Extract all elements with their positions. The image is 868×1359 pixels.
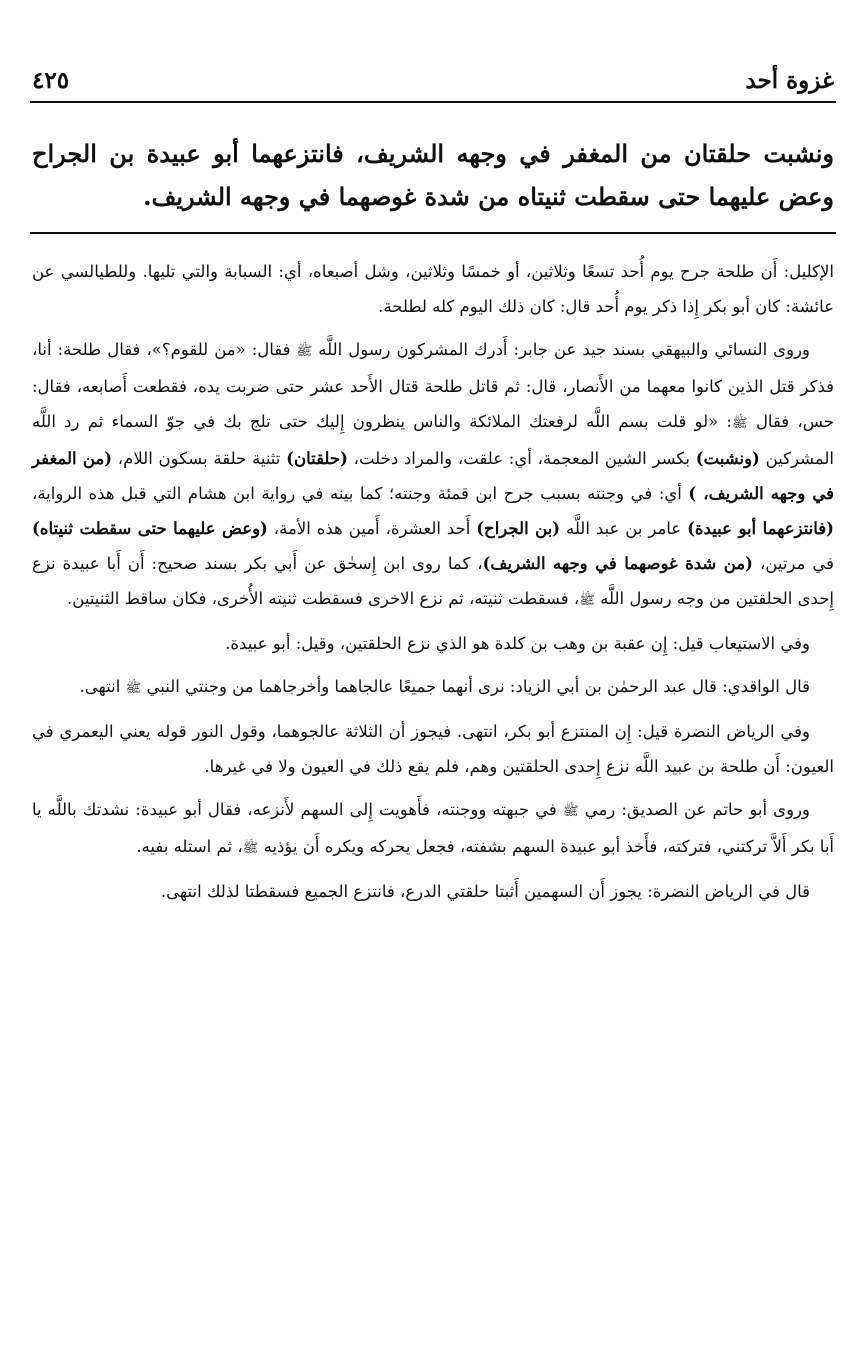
salawat-glyph: ﷺ xyxy=(125,681,142,696)
text-run: أي: في وجنته بسبب جرح ابن قمئة وجنته؛ كما بينه في رواية ابن هشام التي قبل هذه الرواية، xyxy=(32,484,689,503)
text-run: عامر بن عبد اللَّه xyxy=(560,519,688,538)
commentary-paragraph-2 xyxy=(32,332,834,618)
header-rule xyxy=(30,101,836,103)
salawat-glyph: ﷺ xyxy=(296,344,313,359)
page-number: ٤٢٥ xyxy=(32,67,70,94)
text-run: في مرتين، xyxy=(752,554,835,573)
commentary-paragraph-5: وفي الرياض النضرة قيل: إِن المنتزع أبو بكر، انتهى. فيجوز أن الثلاثة عالجوهما، وقول النور قوله يعني اليعمري في العيون: أَن طلحة بن عبيد اللَّه نزع إِحدى الحلقتين وهم، فلم يقع ذلك في العيون ولا في غيرها. xyxy=(32,722,834,776)
commentary-paragraph-4 xyxy=(32,669,834,706)
text-run: وروى أبو حاتم عن الصديق: رمي xyxy=(578,800,810,819)
commentary-paragraph-7: قال في الرياض النضرة: يجوز أَن السهمين أَثبتا حلقتي الدرع، فانتزع الجميع فسقطتا لذلك انتهى. xyxy=(160,882,810,901)
text-run: ، ثم استله بفيه. xyxy=(136,837,243,856)
text-run: انتهى. xyxy=(79,677,126,696)
salawat-glyph: ﷺ xyxy=(732,416,748,431)
commentary-paragraph-1: الإكليل: أَن طلحة جرح يوم أُحد تسعًا وثلاثين، أو خمسًا وثلاثين، وشل أصبعاه، أي: السبابة والتي تليها. وللطيالسي عن عائشة: كان أبو بكر إِذا ذكر يوم أُحد قال: كان ذلك اليوم كله لطلحة. xyxy=(32,262,834,316)
text-run: قال الواقدي: قال عبد الرحمٰن بن أبي الزياد: نرى أنهما جميعًا عالجاهما وأخرجاهما من وجنتي النبي xyxy=(141,677,810,696)
salawat-glyph: ﷺ xyxy=(562,804,579,819)
commentary-paragraph-6 xyxy=(32,792,834,866)
text-run: في جبهته ووجنته، فأَهويت إِلى السهم لأَنزعه، فقال أبو عبيدة: نشدتك باللَّه يا أَبا بكر أَلاَّ تركتني، فتركته، فأَخذ أبو عبيدة السهم بشفته، فجعل يحركه ويكره أَن يؤذيه xyxy=(32,800,834,856)
text-run: بكسر الشين المعجمة، أي: علقت، والمراد دخلت، xyxy=(347,449,696,468)
matn-paragraph: ونشبت حلقتان من المغفر في وجهه الشريف، فانتزعهما أبو عبيدة بن الجراح وعض عليهما حتى سقطت ثنيتاه من شدة غوصهما في وجهه الشريف. xyxy=(32,139,834,211)
text-run: أَحد العشرة، أَمين هذه الأمة، xyxy=(267,519,477,538)
quoted-matn-phrase: (من المغفر في وجهه الشريف، ) xyxy=(32,449,835,503)
text-run: وروى النسائي والبيهقي بسند جيد عن جابر: أَدرك المشركون رسول اللَّه xyxy=(312,340,810,359)
quoted-matn-phrase: (من شدة غوصهما في وجهه الشريف) xyxy=(482,554,753,573)
quoted-matn-phrase: (وعض عليهما حتى سقطت ثنيتاه) xyxy=(32,519,268,538)
text-run: ، فسقطت ثنيته، ثم نزع الاخرى فسقطت ثنيته الأُخرى، فكان ساقط الثنيتين. xyxy=(67,589,580,608)
text-run: فقال: «من للقوم؟»، فقال طلحة: أنا، فذكر قتل الذين كانوا معهما من الأَنصار، قال: ثم قاتل طلحة قتال الأَحد عشر حتى ضربت يده، فقطعت أَصابعه، فقال: حس، فقال xyxy=(32,340,834,431)
quoted-matn-phrase: (بن الجراح) xyxy=(476,519,561,538)
salawat-glyph: ﷺ xyxy=(242,841,259,856)
running-title: غزوة أحد xyxy=(745,67,834,94)
running-header xyxy=(32,58,834,94)
quoted-matn-phrase: (ونشبت) xyxy=(695,449,760,468)
commentary-block xyxy=(32,254,834,917)
quoted-matn-phrase: (حلقتان) xyxy=(286,449,348,468)
matn-divider-rule xyxy=(30,232,836,234)
salawat-glyph: ﷺ xyxy=(579,593,595,608)
text-run: ، كما روى ابن إِسحٰق عن أَبي بكر بسند صحيح: أَن أَبا عبيدة نزع إِحدى الحلقتين من وجه رسول اللَّه xyxy=(32,554,834,608)
matn-text-block xyxy=(32,132,834,218)
commentary-paragraph-3: وفي الاستيعاب قيل: إِن عقبة بن وهب بن كلدة هو الذي نزع الحلقتين، وقيل: أبو عبيدة. xyxy=(225,634,810,653)
quoted-matn-phrase: (فانتزعهما أبو عبيدة) xyxy=(687,519,834,538)
text-run: تثنية حلقة بسكون اللام، xyxy=(112,449,287,468)
text-run: : «لو قلت بسم اللَّه لرفعتك الملائكة والناس ينظرون إِليك حتى تلج بك في جوّ السماء ثم رد اللَّه المشركين xyxy=(32,412,834,468)
